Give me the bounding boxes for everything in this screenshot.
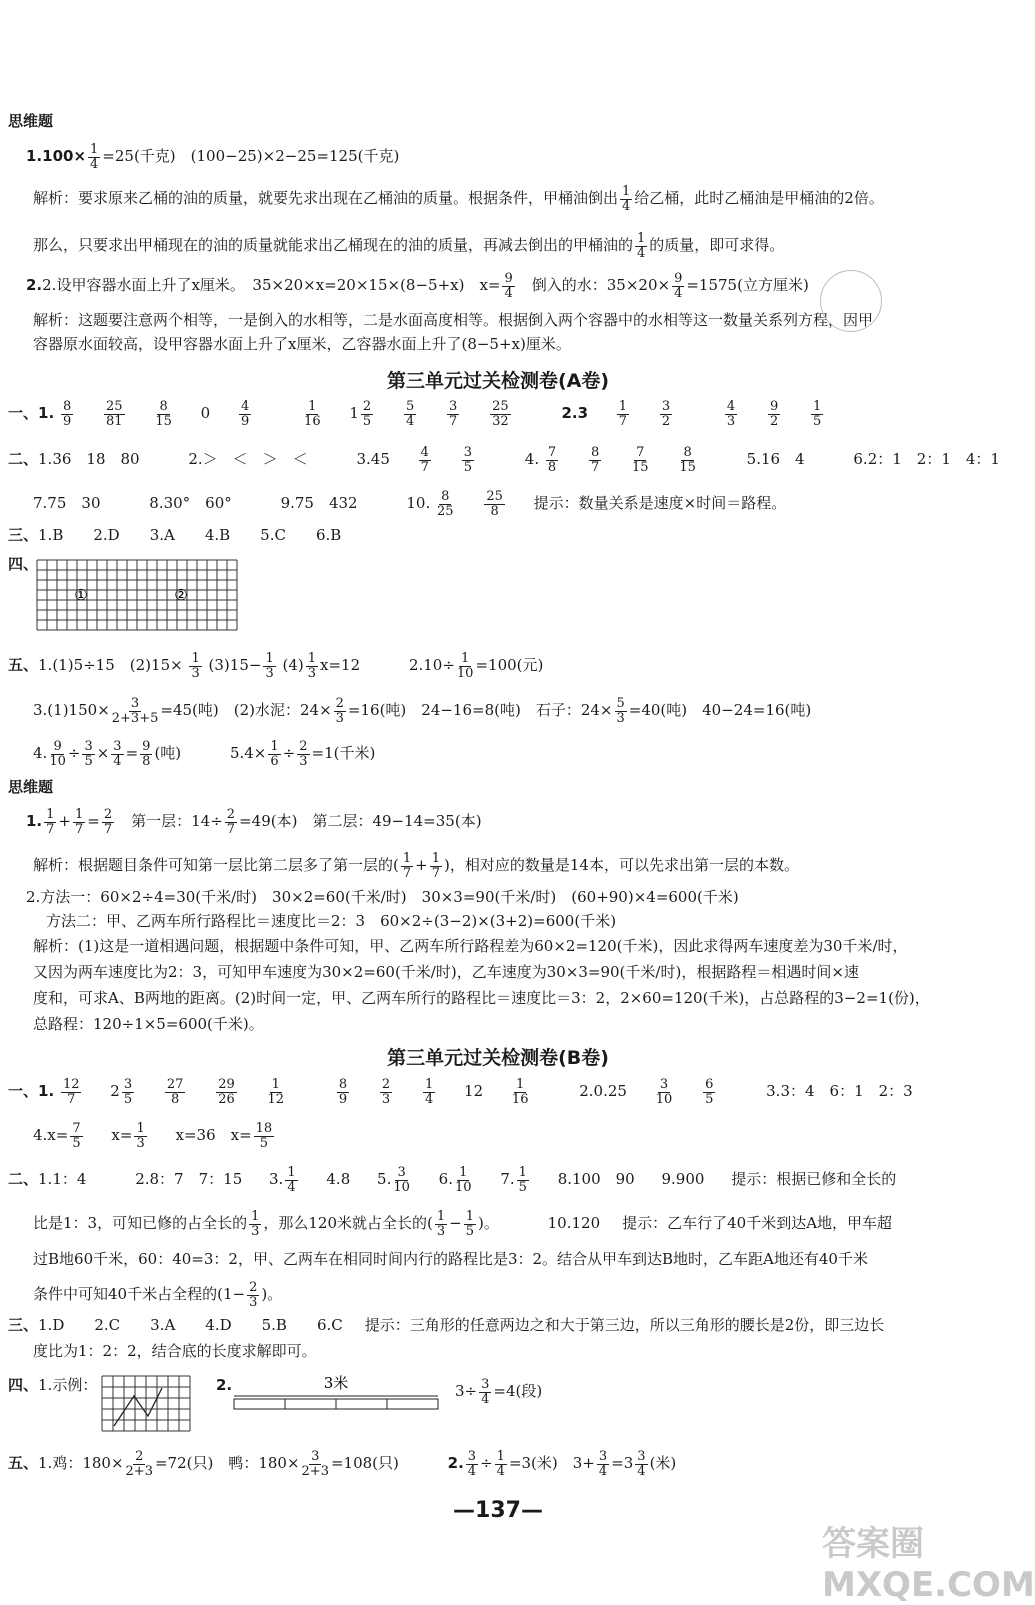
analysis-line: 度和，可求A、B两地的距离。(2)时间一定，甲、乙两车所行的路程比＝速度比＝3：2，2×60=120(千米)，占总路程的3−2=1(份)， xyxy=(33,989,930,1007)
grid-label: ① xyxy=(74,586,88,604)
answer-line: 3.(1)150× $\frac{3}{2+3+5}$ =45(吨) (2)水泥：24× $\frac{2}{3}$ =16(吨) 24−16=8(吨) 石子：24× $\frac{5}{3}$ =40(吨) 40−24=16(吨) xyxy=(33,696,812,726)
grid-label: ② xyxy=(174,586,188,604)
analysis-line: 解析：根据题目条件可知第一层比第二层多了第一层的( $\frac{1}{7}$ + $\frac{1}{7}$ )，相对应的数量是14本，可以先求出第一层的本数。 xyxy=(33,851,799,881)
text: =25(千克) (100−25)×2−25=125(千克) xyxy=(102,147,400,166)
analysis-line: 条件中可知40千米占全程的(1− $\frac{2}{3}$ )。 xyxy=(33,1280,283,1310)
unit3a-title: 第三单元过关检测卷(A卷) xyxy=(386,370,610,392)
bar-figure xyxy=(232,1374,442,1414)
analysis-line: 比是1：3，可知已修的占全长的 $\frac{1}{3}$ ，那么120米就占全长的( $\frac{1}{3}$ − $\frac{1}{5}$ )。 10.120 提示：乙车行了40千米到达A地，甲车超 xyxy=(33,1209,893,1239)
analysis-line: 解析：(1)这是一道相遇问题，根据题中条件可知，甲、乙两车所行路程差为60×2=120(千米)，因此求得两车速度差为30千米/时， xyxy=(33,937,908,955)
analysis-line: 度比为1：2：2，结合底的长度求解即可。 xyxy=(33,1342,317,1360)
analysis-line: 解析：要求原来乙桶的油的质量，就要先求出现在乙桶油的质量。根据条件，甲桶油倒出 $\frac{1}{4}$ 给乙桶，此时乙桶油是甲桶油的2倍。 xyxy=(33,184,884,214)
fraction: $\frac{1}{4}$ xyxy=(90,142,99,172)
fraction: $\frac{1}{4}$ xyxy=(622,184,631,214)
answer-line-er-2: 7.75 30 8.30° 60° 9.75 432 10. $\frac{8}{25}$ $\frac{25}{8}$ 提示：数量关系是速度×时间＝路程。 xyxy=(33,489,787,519)
page-number: —137— xyxy=(453,1498,543,1523)
answer-line xyxy=(26,143,399,171)
section-siwei-2: 思维题 xyxy=(8,778,54,796)
answer-line-yi: 一、1. $\frac{8}{9}$ $\frac{25}{81}$ $\frac{8}{15}$ 0 $\frac{4}{9}$ $\frac{1}{16}$ 1 $\frac{2}{5}$ $\frac{5}{4}$ $\frac{3}{7}$ $\frac{25}{32}$ 2.3 $\frac{1}{7}$ $\frac{3}{2}$ $\frac{4}{3}$ $\frac{9}{2}$ $\frac{1}{5}$ xyxy=(8,399,822,429)
answer-line-er-b: 二、1.1：4 2.8：7 7：15 3. $\frac{1}{4}$ 4.8 5. $\frac{3}{10}$ 6. $\frac{1}{10}$ 7. $\frac{1}{5}$ 8.100 90 9.900 提示：根据已修和全长的 xyxy=(8,1165,897,1195)
answer-line: 1. $\frac{1}{7}$ + $\frac{1}{7}$ = $\frac{2}{7}$ 第一层：14÷ $\frac{2}{7}$ =49(本) 第二层：49−14=35(本) xyxy=(26,807,482,837)
answer-line-wu: 五、1.(1)5÷15 (2)15× $\frac{1}{3}$ (3)15− $\frac{1}{3}$ (4) $\frac{1}{3}$ x=12 2.10÷ $\frac{1}{10}$ =100(元) xyxy=(8,651,544,681)
grid-figure xyxy=(36,556,240,634)
answer-line-si-b: 四、1.示例： xyxy=(8,1376,98,1394)
answer-line-yi-b: 一、1. $\frac{12}{7}$ 2 $\frac{3}{5}$ $\frac{27}{8}$ $\frac{29}{26}$ $\frac{1}{12}$ $\frac{8}{9}$ $\frac{2}{3}$ $\frac{1}{4}$ 12 $\frac{1}{16}$ 2.0.25 $\frac{3}{10}$ $\frac{6}{5}$ 3.3：4 6：1 2：3 xyxy=(8,1077,913,1107)
answer-line: 3÷ $\frac{3}{4}$ =4(段) xyxy=(455,1377,543,1407)
analysis-line: 总路程：120÷1×5=600(千米)。 xyxy=(33,1015,264,1033)
stamp-circle xyxy=(820,270,882,332)
answer-line-san: 三、1.B 2.D 3.A 4.B 5.C 6.B xyxy=(8,526,342,544)
answer-line: 4. $\frac{9}{10}$ ÷ $\frac{3}{5}$ × $\frac{3}{4}$ = $\frac{9}{8}$ (吨) 5.4× $\frac{1}{6}$ ÷ $\frac{2}{3}$ =1(千米) xyxy=(33,739,376,769)
watermark: 答案圈 MXQE.COM xyxy=(822,1524,1035,1605)
unit3b-title: 第三单元过关检测卷(B卷) xyxy=(387,1047,609,1069)
answer-line-san-b: 三、1.D 2.C 3.A 4.D 5.B 6.C 提示：三角形的任意两边之和大于第三边，所以三角形的腰长是2份，即三边长 xyxy=(8,1316,885,1334)
answer-line: 2. xyxy=(216,1376,233,1394)
answer-line: 2.2.设甲容器水面上升了x厘米。 35×20×x=20×15×(8−5+x) x= $\frac{9}{4}$ 倒入的水：35×20× $\frac{9}{4}$ =1575(立方厘米) xyxy=(26,271,809,301)
fraction: $\frac{9}{4}$ xyxy=(674,271,683,301)
answer-line-er: 二、1.36 18 80 2.＞ ＜ ＞ ＜ 3.45 $\frac{4}{7}$ $\frac{3}{5}$ 4. $\frac{7}{8}$ $\frac{8}{7}$ $\frac{7}{15}$ $\frac{8}{15}$ 5.16 4 6.2：1 2：1 4：1 xyxy=(8,445,1000,475)
analysis-line: 那么，只要求出甲桶现在的油的质量就能求出乙桶现在的油的质量，再减去倒出的甲桶油的 $\frac{1}{4}$ 的质量，即可求得。 xyxy=(33,231,785,261)
section-si: 四、 xyxy=(8,555,39,573)
answer-line: 方法二：甲、乙两车所行路程比＝速度比＝2：3 60×2÷(3−2)×(3+2)=600(千米) xyxy=(46,912,617,930)
answer-line-wu-b: 五、1.鸡：180× $\frac{2}{2+3}$ =72(只) 鸭：180× $\frac{3}{2+3}$ =108(只) 2. $\frac{3}{4}$ ÷ $\frac{1}{4}$ =3(米) 3+ $\frac{3}{4}$ =3 $\frac{3}{4}$ (米) xyxy=(8,1449,677,1479)
analysis-line: 容器原水面较高，设甲容器水面上升了x厘米，乙容器水面上升了(8−5+x)厘米。 xyxy=(33,335,571,353)
grid-figure-b xyxy=(100,1374,194,1432)
answer-line: 4.x= $\frac{7}{5}$ x= $\frac{1}{3}$ x=36 x= $\frac{18}{5}$ xyxy=(33,1121,273,1151)
fraction: $\frac{9}{4}$ xyxy=(504,271,513,301)
text: 1.100× xyxy=(26,147,87,166)
bar-label: 3米 xyxy=(323,1374,349,1392)
analysis-line: 解析：这题要注意两个相等，一是倒入的水相等，二是水面高度相等。根据倒入两个容器中的水相等这一数量关系列方程，因甲 xyxy=(33,311,874,329)
answer-line: 2.方法一：60×2÷4=30(千米/时) 30×2=60(千米/时) 30×3=90(千米/时) (60+90)×4=600(千米) xyxy=(26,888,739,906)
analysis-line: 又因为两车速度比为2：3，可知甲车速度为30×2=60(千米/时)，乙车速度为30×3=90(千米/时)，根据路程＝相遇时间×速 xyxy=(33,963,859,981)
section-siwei-1: 思维题 xyxy=(8,112,54,130)
fraction: $\frac{1}{4}$ xyxy=(637,231,646,261)
analysis-line: 过B地60千米，60：40=3：2，甲、乙两车在相同时间内行的路程比是3：2。结合从甲车到达B地时，乙车距A地还有40千米 xyxy=(33,1250,868,1268)
